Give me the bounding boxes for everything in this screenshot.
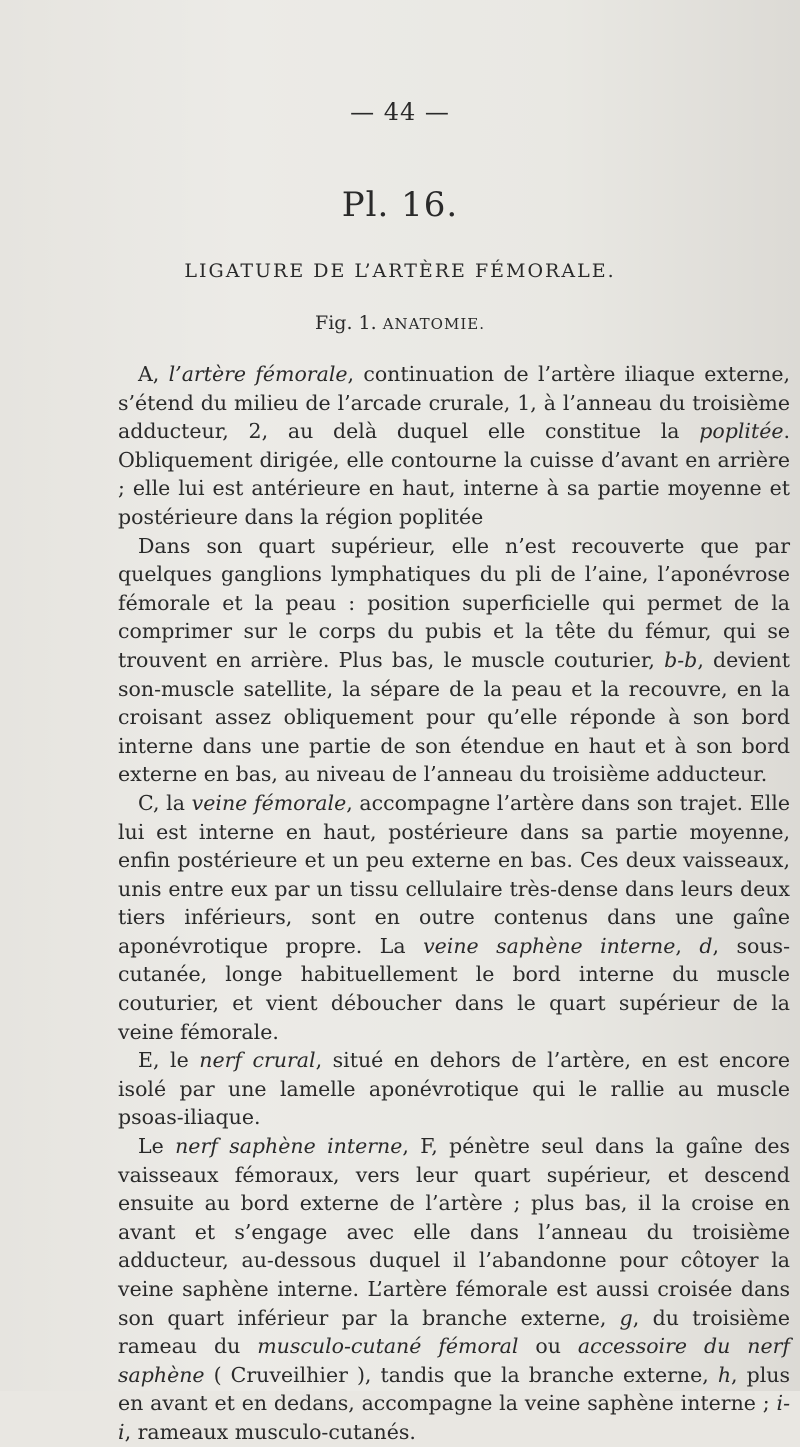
italic-term: i-i — [118, 1391, 790, 1444]
italic-term: accessoire du nerf saphène — [118, 1334, 790, 1387]
text-run: , sous-cutanée, longe habituellement le bord interne du muscle couturier, et vient déboucher dans le quart supérieur de la veine fémorale. — [118, 933, 790, 1044]
text-run: . Obliquement dirigée, elle contourne la cuisse d’avant en arrière ; elle lui est antérieure en haut, interne à sa partie moyenne et postérieure dans la région poplitée — [118, 419, 790, 529]
italic-term: nerf crural — [199, 1048, 316, 1073]
italic-term: b-b — [664, 647, 698, 672]
text-run: C, la — [138, 790, 192, 815]
paragraph — [118, 1132, 790, 1447]
italic-term: veine fémorale — [191, 790, 347, 815]
italic-term: musculo-cutané fémoral — [257, 1334, 519, 1359]
text-run: , — [675, 933, 700, 958]
text-run: , accompagne l’artère dans son trajet. Elle lui est interne en haut, postérieure dans sa partie moyenne, enfin postérieure et un peu externe en bas. Ces deux vaisseaux, unis entre eux par un tissu cellulaire très-dense dans leurs deux tiers inférieurs, sont en outre contenus dans une gaîne aponévrotique propre. La — [118, 790, 790, 958]
paragraph — [118, 1046, 790, 1132]
text-run: , rameaux musculo-cutanés. — [124, 1419, 416, 1444]
italic-term: l’artère fémorale — [168, 362, 348, 386]
text-run: , devient son-muscle satellite, la sépare de la peau et la recouvre, en la croisant assez obliquement pour qu’elle réponde à son bord interne dans une partie de son étendue en haut et à son bord externe en bas, au niveau de l’anneau du troisième adducteur. — [118, 647, 790, 787]
text-run: Dans son quart supérieur, elle n’est recouverte que par quelques ganglions lymphatiques du pli de l’aine, l’aponévrose fémorale et la peau : position superficielle qui permet de la comprimer sur le corps du pubis et la tête du fémur, qui se trouvent en arrière. Plus bas, le muscle couturier, — [118, 533, 790, 672]
text-run: ou — [518, 1334, 578, 1359]
italic-term: g — [619, 1305, 633, 1330]
italic-term: d — [699, 933, 713, 958]
figure-heading — [0, 312, 800, 334]
text-run: A, — [138, 362, 169, 386]
text-run: , situé en dehors de l’artère, en est encore isolé par une lamelle aponévrotique qui le rallie au muscle psoas-iliaque. — [118, 1048, 790, 1130]
figure-title: ANATOMIE. — [382, 315, 485, 333]
text-run: Le — [138, 1134, 176, 1159]
text-run: , F, pénètre seul dans la gaîne des vaisseaux fémoraux, vers leur quart supérieur, et descend ensuite au bord externe de l’artère ; plus bas, il la croise en avant et s’engage avec elle dans l’anneau du troisième adducteur, au-dessous duquel il l’abandonne pour côtoyer la veine saphène interne. L’artère fémorale est aussi croisée dans son quart inférieur par la branche externe, — [118, 1134, 790, 1330]
paragraph — [118, 789, 790, 1046]
paragraph — [118, 532, 790, 789]
italic-term: veine saphène interne — [423, 933, 676, 958]
plate-title: Pl. 16. — [341, 185, 459, 225]
italic-term: nerf saphène interne — [175, 1134, 403, 1159]
paragraph — [118, 360, 790, 532]
section-title: LIGATURE DE L’ARTÈRE FÉMORALE. — [184, 260, 616, 282]
page-number: — 44 — — [350, 98, 450, 126]
italic-term: poplitée — [699, 419, 784, 444]
figure-label: Fig. 1. — [315, 312, 377, 334]
text-run: ( Cruveilhier ), tandis que la branche externe, — [204, 1362, 718, 1387]
text-run: , du troisième rameau du — [118, 1305, 790, 1359]
italic-term: h — [717, 1362, 732, 1387]
text-run: , plus en avant et en dedans, accompagne la veine saphène interne ; — [118, 1362, 790, 1416]
body-text — [118, 360, 790, 1447]
text-run: E, le — [138, 1048, 200, 1073]
text-run: , continuation de l’artère iliaque externe, s’étend du milieu de l’arcade crurale, 1, à l’anneau du troisième adducteur, 2, au delà duquel elle constitue la — [118, 362, 791, 444]
